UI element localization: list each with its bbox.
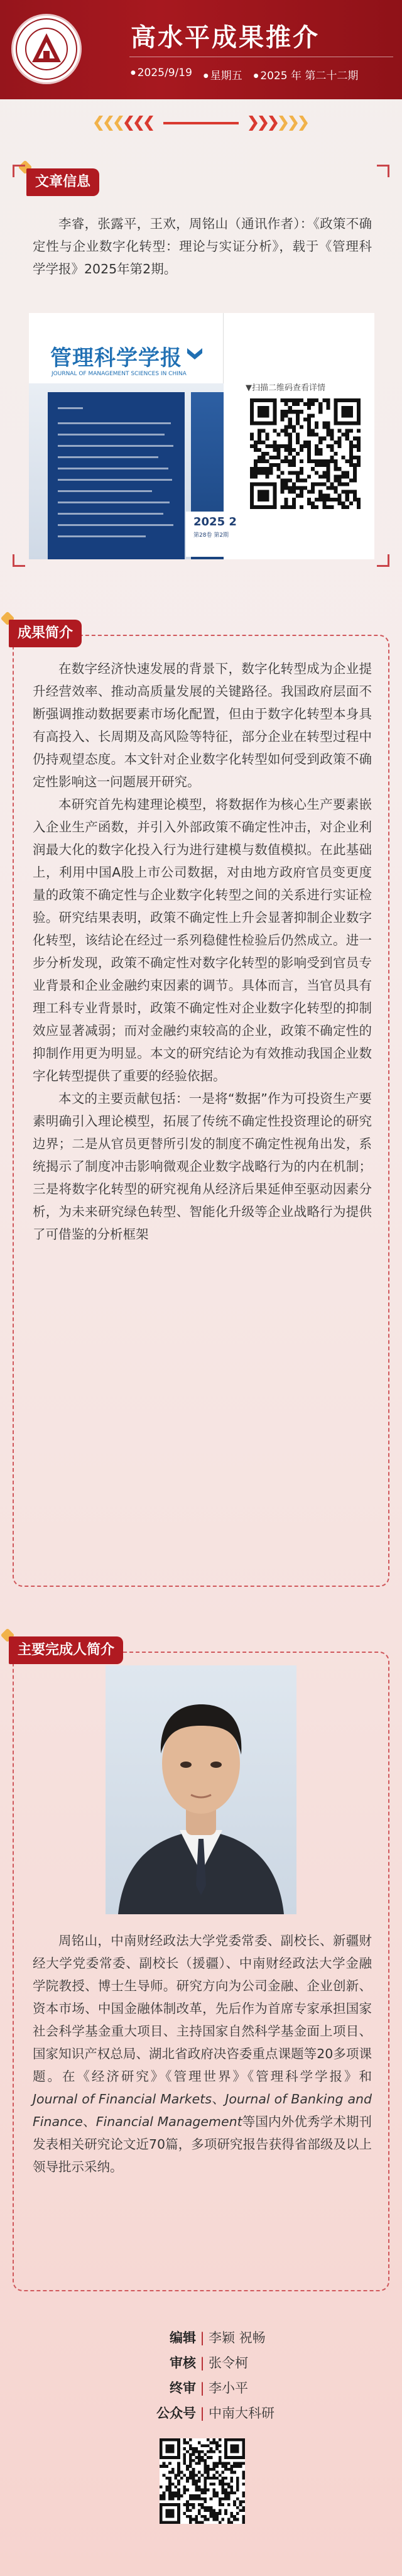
credit-label: 审核 (170, 2355, 196, 2370)
author-bio-separator: 、 (212, 2091, 225, 2107)
header-date: ● 2025/9/19 (131, 67, 192, 82)
summary-paragraph: 本文的主要贡献包括：一是将“数据”作为可投资生产要素明确引入理论模型，拓展了传统不确定性投资理论的研究边界；二是从官员更替所引发的制度不确定性视角出发，系统揭示了制度冲击影响微观企业数字战略行为的内在机制；三是将数字化转型的研究视角从经济后果延伸至驱动因素分析，为未来研究绿色转型、智能化升级等企业战略行为提供了可借鉴的分析框架 (33, 1091, 372, 1242)
credit-label: 公众号 (156, 2406, 196, 2421)
header-meta (131, 67, 358, 82)
credit-value: 张令柯 (209, 2355, 248, 2370)
summary-paragraph: 本研究首先构建理论模型，将数据作为核心生产要素嵌入企业生产函数，并引入外部政策不确定性冲击，对企业利润最大化的数字化投入行为进行建模与数值模拟。在此基础上，利用中国A股上市公司数据，对由地方政府官员变更度量的政策不确定性与企业数字化转型之间的关系进行实证检验。研究结果表明，政策不确定性上升会显著抑制企业数字化转型，该结论在经过一系列稳健性检验后仍然成立。进一步分析发现，政策不确定性对数字化转型的影响受到官员专业背景和企业金融约束因素的调节。具体而言，当官员具有理工科专业背景时，政策不确定性对企业数字化转型的抑制效应显著减弱；而对金融约束较高的企业，政策不确定性的抑制作用更为明显。本文的研究结论为有效推动我国企业数字化转型提供了重要的经验依据。 (33, 797, 372, 1083)
header-banner (0, 0, 402, 99)
author-bio-paragraph (33, 1929, 372, 2178)
section-title-article-info: 文章信息 (26, 168, 99, 196)
author-bio-separator: 、 (82, 2114, 96, 2129)
header-weekday: ● 星期五 (204, 67, 242, 82)
account-qr-code-icon[interactable] (160, 2438, 245, 2524)
logo-emblem-icon (24, 27, 68, 71)
summary-paragraph: 在数字经济快速发展的背景下，数字化转型成为企业提升经营效率、推动高质量发展的关键路径。我国政府层面不断强调推动数据要素市场化配置，但由于数字化转型本身具有高投入、长周期及高风险等特征，部分企业在转型过程中仍持观望态度。本文针对企业数字化转型如何受到政策不确定性影响这一问题展开研究。 (33, 661, 372, 789)
journal-cover-subtitle: JOURNAL OF MANAGEMENT SCIENCES IN CHINA (52, 371, 187, 377)
credit-row-reviewer: 审核 | 张令柯 (0, 2350, 402, 2376)
journal-name-en: Journal of Banking and Finance (33, 2091, 372, 2129)
chevron-ornament-icon (94, 109, 308, 137)
journal-preview (29, 313, 374, 559)
journal-cover-issue-detail: 第28卷 第2期 (193, 532, 229, 539)
summary-body (33, 657, 372, 1246)
author-photo (106, 1665, 296, 1914)
credit-value: 李小平 (209, 2381, 248, 2396)
journal-name-en: Journal of Financial Markets (33, 2091, 212, 2107)
credit-row-account: 公众号 | 中南大科研 (0, 2401, 402, 2426)
author-bio-text: 周铭山，中南财经政法大学党委常委、副校长、新疆财经大学党委常委、副校长（援疆）、中南财经政法大学金融学院教授、博士生导师。研究方向为公司金融、企业创新、资本市场、中国金融体制改革，先后作为首席专家承担国家社会科学基金重大项目、主持国家自然科学基金面上项目、国家知识产权总局、湖北省政府决咨委重点课题等20多项课题。在《经济研究》《管理世界》《管理科学学报》和 (33, 1933, 372, 2084)
article-qr-code-icon[interactable] (250, 398, 361, 509)
article-citation: 李睿，张露平，王欢，周铭山（通讯作者）：《政策不确定性与企业数字化转型：理论与实证分析》，载于《管理科学学报》2025年第2期。 (33, 216, 372, 277)
author-bio-text: 等国内外优秀学术期刊发表相关研究论文近70篇，多项研究报告获得省部级及以上领导批示采纳。 (33, 2114, 372, 2174)
credits (0, 2325, 402, 2426)
qr-label: ▼扫描二维码查看详情 (246, 383, 325, 393)
journal-cover-contents (48, 392, 185, 559)
footer-qr-wrapper (160, 2438, 245, 2524)
journal-chevron-icon (186, 346, 204, 363)
credit-value: 李颖 祝畅 (209, 2330, 266, 2345)
journal-cover (29, 313, 237, 559)
section-title-summary: 成果简介 (9, 620, 82, 647)
author-portrait-icon (106, 1665, 296, 1914)
page-title: 高水平成果推介 (131, 23, 320, 52)
author-bio (33, 1929, 372, 2178)
journal-cover-issue: 2025 2 (193, 515, 237, 529)
credit-label: 终审 (170, 2381, 196, 2396)
header-issue: ● 2025 年 第二十二期 (254, 67, 359, 82)
section-title-author: 主要完成人简介 (9, 1636, 123, 1664)
journal-name-en: Financial Management (95, 2114, 242, 2129)
credit-label: 编辑 (170, 2330, 196, 2345)
credit-value: 中南大科研 (209, 2406, 274, 2421)
credit-row-final-review: 终审 | 李小平 (0, 2376, 402, 2401)
credit-row-editor: 编辑 | 李颖 祝畅 (0, 2325, 402, 2350)
journal-cover-title: 管理科学学报 (50, 346, 182, 371)
university-logo (11, 14, 82, 84)
